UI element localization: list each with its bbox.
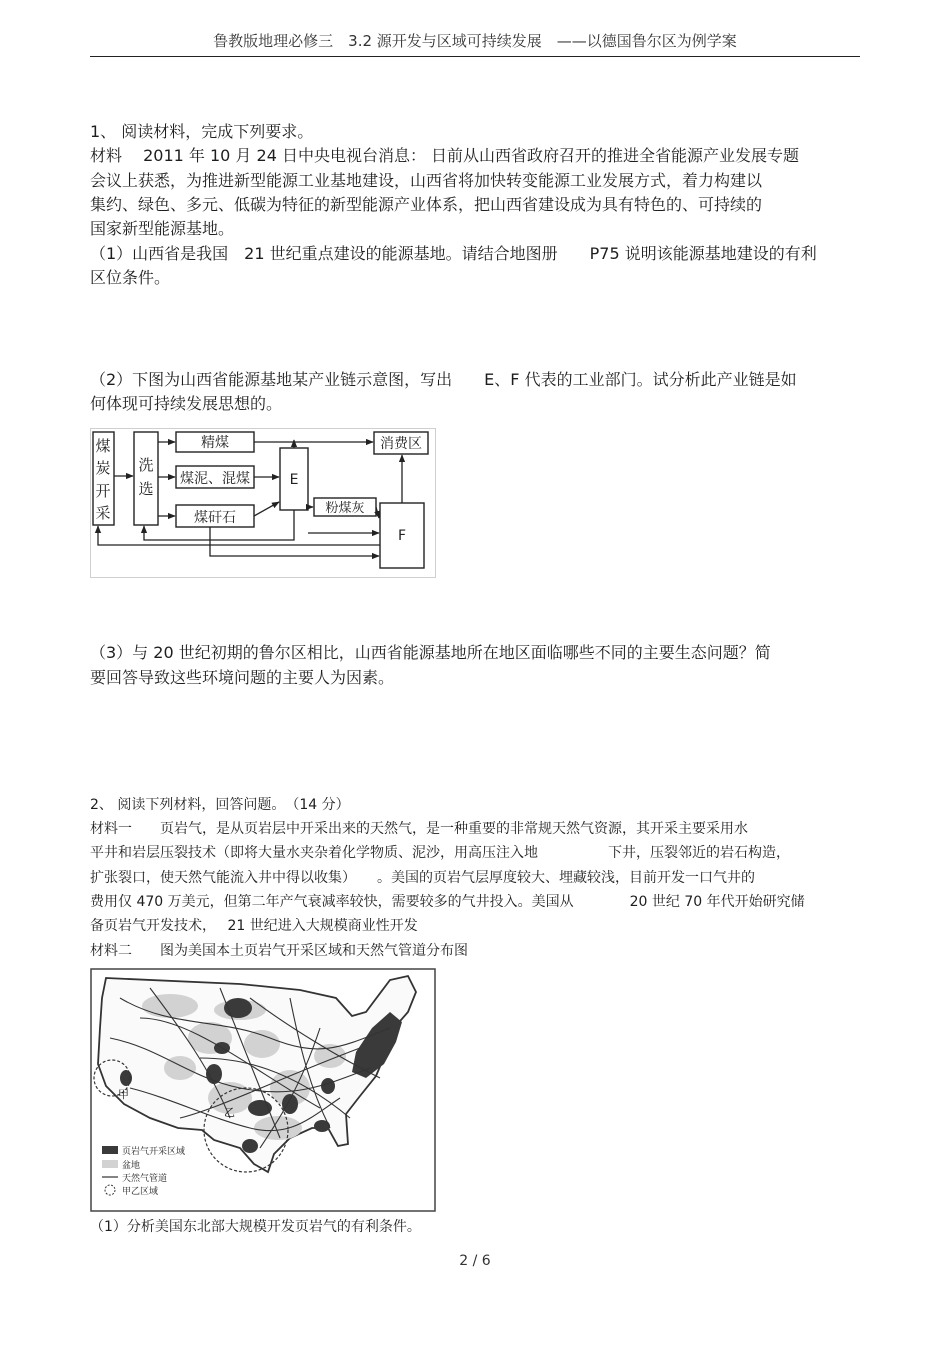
q1-material-line: 集约、绿色、多元、低碳为特征的新型能源产业体系，把山西省建设成为具有特色的、可持续的 [90,195,763,214]
q2-material1-line: 备页岩气开发技术， 21 世纪进入大规模商业性开发 [90,918,418,934]
q1-material-line: 材料 2011 年 10 月 24 日中央电视台消息： 日前从山西省政府召开的推进全省能源产业发展专题 [90,146,800,165]
q1-sub3-line: 要回答导致这些环境问题的主要人为因素。 [90,668,395,687]
q1-sub1-line: （1）山西省是我国 21 世纪重点建设的能源基地。请结合地图册 P75 说明该能源基地建设的有利 [90,244,817,263]
diagram-label: 粉煤灰 [325,501,365,516]
q1-sub3-line: （3）与 20 世纪初期的鲁尔区相比，山西省能源基地所在地区面临哪些不同的主要生态问题？简 [90,643,771,662]
diagram-label: 煤 [95,437,111,455]
q2-material1-line: 费用仅 470 万美元，但第二年产气衰减率较快，需要较多的气井投入。美国从 20 世纪 70 年代开始研究储 [90,894,805,910]
legend-label: 盆地 [122,1161,141,1171]
page-number: 2 / 6 [459,1253,491,1269]
diagram-label: 精煤 [201,435,229,451]
map-label-jia: 甲 [118,1088,129,1101]
q2-material1-line: 平井和岩层压裂技术（即将大量水夹杂着化学物质、泥沙，用高压注入地 下井，压裂邻近的岩石构造， [90,845,790,861]
q2-material1-line: 材料一 页岩气，是从页岩层中开采出来的天然气，是一种重要的非常规天然气资源，其开采主要采用水 [90,821,748,837]
diagram-label: 选 [138,480,154,498]
map-label-yi: 乙 [224,1106,235,1119]
us-shale-gas-map [90,968,436,1212]
diagram-label: 洗 [138,456,154,474]
legend-label: 甲乙区域 [122,1187,159,1197]
diagram-label: 开 [95,482,111,500]
industry-chain-diagram [90,428,436,578]
q1-sub2-line: 何体现可持续发展思想的。 [90,394,283,413]
diagram-label: E [289,472,299,488]
q2-material2: 材料二 图为美国本土页岩气开采区域和天然气管道分布图 [90,943,468,959]
diagram-label: F [397,528,407,544]
diagram-label: 消费区 [380,436,422,452]
diagram-label: 煤矸石 [194,510,236,526]
diagram-label: 煤泥、混煤 [180,471,250,487]
legend-label: 页岩气开采区域 [122,1147,186,1157]
header-rule [90,56,860,57]
q1-title: 1、 阅读材料，完成下列要求。 [90,122,314,141]
diagram-label: 采 [95,504,111,522]
q2-sub1: （1）分析美国东北部大规模开发页岩气的有利条件。 [90,1219,421,1235]
q1-material-line: 国家新型能源基地。 [90,219,235,238]
q1-sub2-line: （2）下图为山西省能源基地某产业链示意图，写出 E、F 代表的工业部门。试分析此产业链是如 [90,370,797,389]
q1-sub1-line: 区位条件。 [90,268,171,287]
q2-material1-line: 扩张裂口，使天然气能流入井中得以收集） 。美国的页岩气层厚度较大、埋藏较浅，目前开发一口气井的 [90,870,755,886]
legend-label: 天然气管道 [122,1174,168,1184]
q2-title: 2、 阅读下列材料，回答问题。 （14 分） [90,797,350,813]
page-header: 鲁教版地理必修三 3.2 源开发与区域可持续发展 ——以德国鲁尔区为例学案 [213,32,737,50]
diagram-label: 炭 [95,459,111,477]
q1-material-line: 会议上获悉，为推进新型能源工业基地建设，山西省将加快转变能源工业发展方式，着力构建以 [90,171,763,190]
